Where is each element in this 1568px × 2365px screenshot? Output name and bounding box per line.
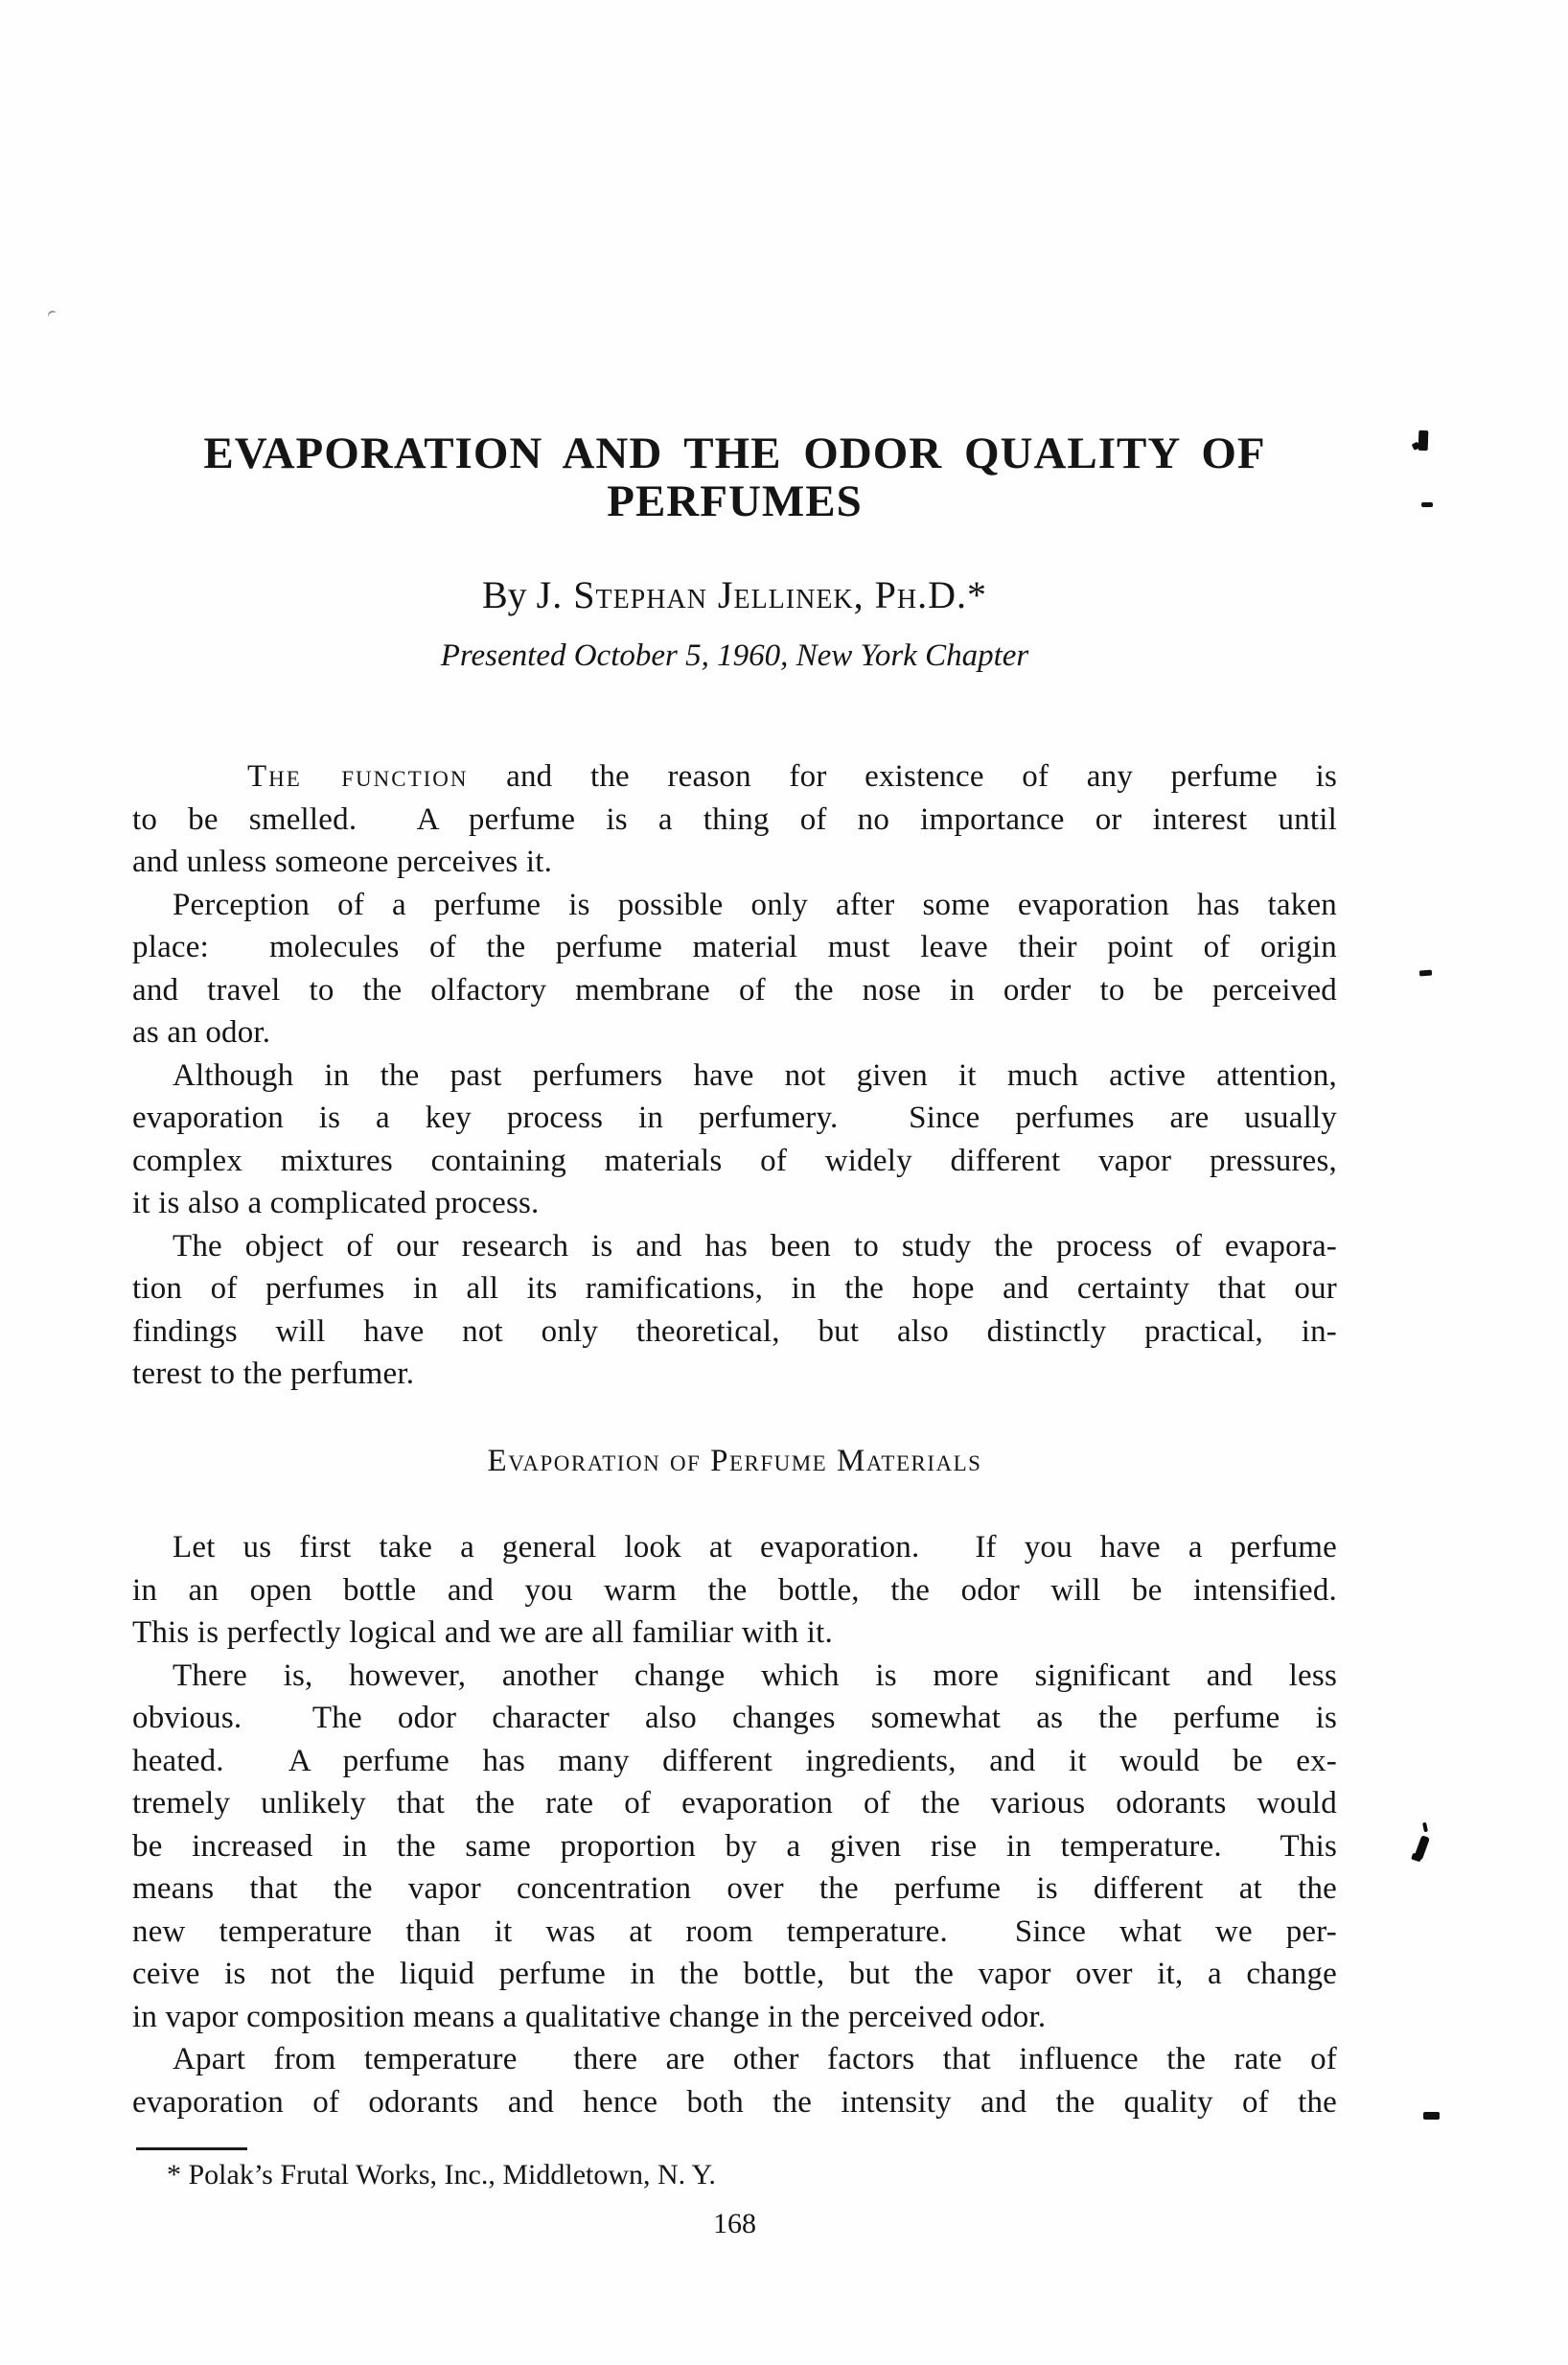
byline-prefix: By	[481, 573, 537, 616]
article-title-line1: EVAPORATION AND THE ODOR QUALITY OF	[203, 429, 1266, 478]
text-segment: Apart from temperature there are other factors that influence the rate of	[173, 2042, 1337, 2076]
text-line	[132, 1310, 1337, 1354]
text-segment: ceive is not the liquid perfume in the bottle, but the vapor over it, a change	[132, 1957, 1337, 1991]
text-line	[132, 1825, 1337, 1868]
text-line	[132, 1140, 1337, 1183]
ink-mark-right-5	[1423, 2112, 1440, 2120]
text-line	[132, 1867, 1337, 1911]
footnote-rule	[136, 2147, 247, 2150]
text-segment: it is also a complicated process.	[132, 1186, 540, 1220]
text-segment: complex mixtures containing materials of widely different vapor pressures,	[132, 1143, 1337, 1178]
ink-mark-right-2	[1421, 502, 1433, 507]
ink-mark-right-4	[1412, 1822, 1435, 1863]
text-segment: Let us first take a general look at evaporation. If you have a perfume	[173, 1530, 1337, 1565]
text-segment: and travel to the olfactory membrane of the nose in order to be perceived	[132, 972, 1337, 1008]
text-line	[132, 755, 1337, 799]
text-segment: and the reason for existence of any perfume is	[468, 759, 1337, 794]
author-name: J. Stephan Jellinek, Ph.D.*	[536, 573, 988, 616]
text-segment: tremely unlikely that the rate of evaporation of the various odorants would	[132, 1786, 1337, 1820]
text-line	[132, 2038, 1337, 2081]
text-segment: findings will have not only theoretical, but also distinctly practical, in-	[132, 1313, 1337, 1349]
text-line	[132, 799, 1337, 842]
text-line	[132, 841, 1337, 884]
ink-mark-top-left	[46, 309, 59, 322]
text-line	[132, 1267, 1337, 1310]
text-line	[132, 1740, 1337, 1783]
text-segment: and unless someone perceives it.	[132, 845, 553, 879]
body-text	[132, 755, 1337, 2123]
text-line	[132, 1996, 1337, 2039]
text-segment: obvious. The odor character also changes somewhat as the perfume is	[132, 1701, 1337, 1735]
text-segment: be increased in the same proportion by a given rise in temperature. This	[132, 1828, 1337, 1864]
text-segment: Perception of a perfume is possible only after some evaporation has taken	[173, 887, 1337, 922]
text-segment: There is, however, another change which is more significant and less	[173, 1658, 1337, 1693]
text-line	[132, 1353, 1337, 1396]
footnote: * Polak’s Frutal Works, Inc., Middletown, N. Y.	[167, 2159, 716, 2191]
text-segment: Although in the past perfumers have not given it much active attention,	[173, 1057, 1337, 1093]
text-segment: new temperature than it was at room temperature. Since what we per-	[132, 1913, 1337, 1949]
text-line	[132, 1911, 1337, 1954]
text-segment: in vapor composition means a qualitative change in the perceived odor.	[132, 1999, 1047, 2034]
text-line	[132, 1697, 1337, 1740]
text-segment: means that the vapor concentration over the perfume is different at the	[132, 1871, 1337, 1906]
text-column	[132, 0, 1337, 2365]
ink-mark-right-3	[1419, 970, 1432, 977]
text-segment: as an odor.	[132, 1015, 271, 1050]
text-line	[132, 1055, 1337, 1098]
text-line	[132, 1225, 1337, 1268]
text-line	[132, 969, 1337, 1012]
text-line	[132, 1611, 1337, 1655]
text-line	[132, 2081, 1337, 2124]
text-segment: evaporation is a key process in perfumery. Since perfumes are usually	[132, 1101, 1337, 1135]
text-line	[132, 1097, 1337, 1140]
article-title-line2: PERFUMES	[607, 476, 863, 526]
small-caps-lead: The function	[247, 759, 469, 794]
presented-line: Presented October 5, 1960, New York Chapter	[440, 638, 1029, 673]
ink-mark-tick	[1422, 1822, 1428, 1833]
text-line	[132, 1655, 1337, 1698]
text-segment: heated. A perfume has many different ingredients, and it would be ex-	[132, 1743, 1337, 1778]
text-line	[132, 1953, 1337, 1996]
text-segment: This is perfectly logical and we are all familiar with it.	[132, 1615, 833, 1650]
text-segment: evaporation of odorants and hence both the intensity and the quality of the	[132, 2084, 1337, 2120]
text-line	[132, 1011, 1337, 1055]
section-heading: Evaporation of Perfume Materials	[487, 1443, 982, 1478]
text-line	[132, 926, 1337, 969]
text-segment: terest to the perfumer.	[132, 1356, 415, 1391]
text-line	[132, 1569, 1337, 1612]
text-segment: The object of our research is and has been to study the process of evapora-	[173, 1228, 1337, 1264]
text-segment: tion of perfumes in all its ramifications, in the hope and certainty that our	[132, 1271, 1337, 1306]
text-line	[132, 884, 1337, 927]
byline	[132, 573, 1337, 617]
text-line	[132, 1182, 1337, 1225]
text-segment: place: molecules of the perfume material must leave their point of origin	[132, 930, 1337, 964]
article-title	[132, 429, 1337, 525]
text-segment: in an open bottle and you warm the bottle, the odor will be intensified.	[132, 1572, 1337, 1608]
text-segment: to be smelled. A perfume is a thing of no importance or interest until	[132, 801, 1337, 837]
page-number: 168	[713, 2208, 756, 2239]
text-line	[132, 1782, 1337, 1825]
ink-mark-right-1	[1418, 430, 1429, 451]
text-line	[132, 1526, 1337, 1569]
